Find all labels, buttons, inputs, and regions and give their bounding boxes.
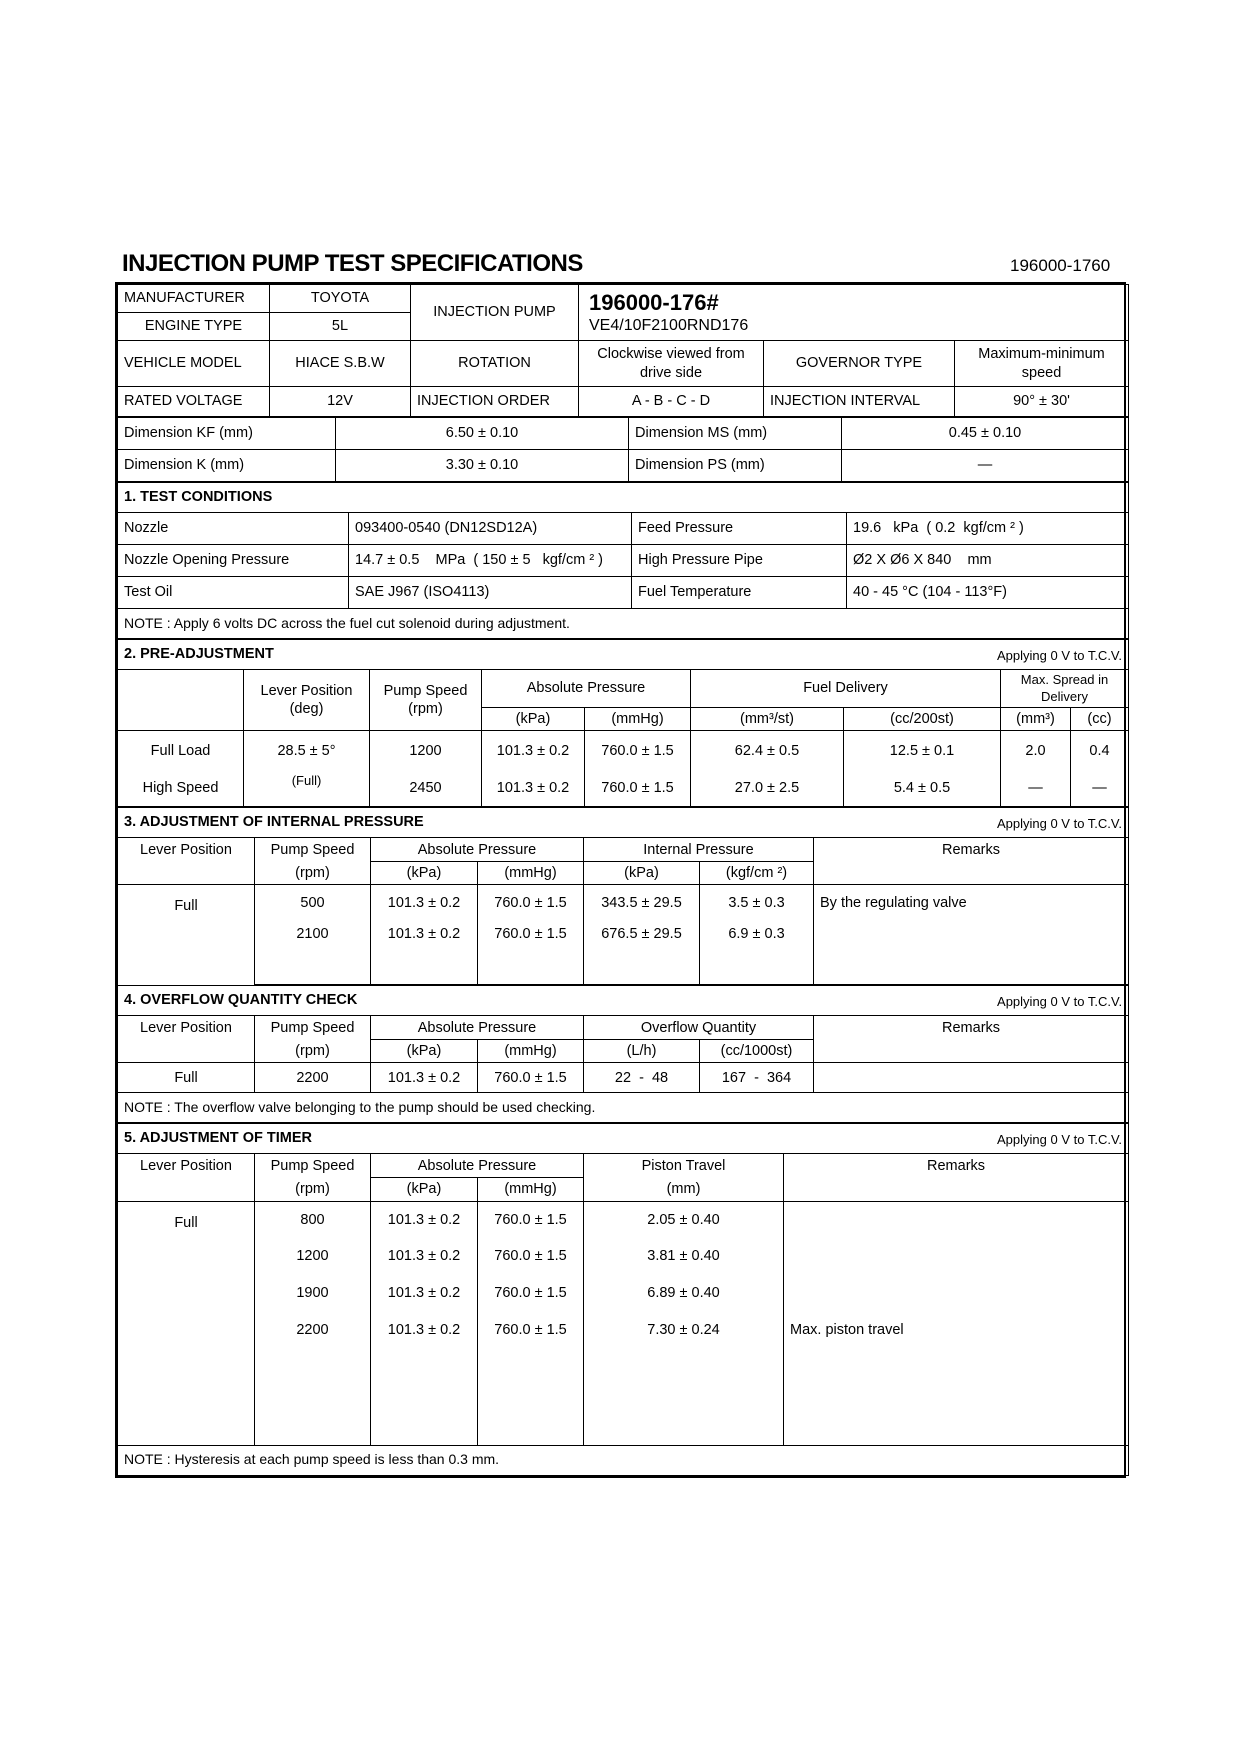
internal-pressure-table xyxy=(117,807,1129,985)
unit-kpa: (kPa) xyxy=(482,708,585,731)
rated-voltage-label: RATED VOLTAGE xyxy=(118,387,270,417)
remarks-value xyxy=(784,1201,1129,1238)
piston-travel-value: 7.30 ± 0.24 xyxy=(584,1312,784,1349)
dimension-ms-value: 0.45 ± 0.10 xyxy=(842,418,1129,450)
spread-mm3-value: — xyxy=(1001,771,1071,807)
piston-travel-value: 3.81 ± 0.40 xyxy=(584,1238,784,1275)
lever-value: Full xyxy=(118,885,255,985)
kpa-value: 101.3 ± 0.2 xyxy=(371,1201,478,1238)
lever-value: (Full) xyxy=(244,771,370,807)
absolute-pressure-header: Absolute Pressure xyxy=(482,670,691,708)
unit-rpm: (rpm) xyxy=(255,1178,371,1201)
mmhg-value: 760.0 ± 1.5 xyxy=(585,771,691,807)
fuel-delivery-header: Fuel Delivery xyxy=(691,670,1001,708)
timer-applying: Applying 0 V to T.C.V. xyxy=(997,1132,1123,1148)
unit-mmhg: (mmHg) xyxy=(478,1178,584,1201)
lever-value: Full xyxy=(118,1063,255,1093)
mmhg-value: 760.0 ± 1.5 xyxy=(478,921,584,985)
feed-pressure-value: 19.6 kPa ( 0.2 kgf/cm ² ) xyxy=(847,513,1129,545)
fuel-temperature-label: Fuel Temperature xyxy=(632,577,847,609)
blank-cell xyxy=(784,1178,1129,1201)
pre-adjustment-header xyxy=(118,640,1129,670)
speed-value: 500 xyxy=(255,885,371,921)
unit-kpa: (kPa) xyxy=(371,862,478,885)
absolute-pressure-header: Absolute Pressure xyxy=(371,1154,584,1178)
overflow-header xyxy=(118,986,1129,1016)
manufacturer-value: TOYOTA xyxy=(270,285,411,313)
speed-value: 1900 xyxy=(255,1275,371,1312)
speed-value: 1200 xyxy=(370,731,482,771)
speed-value: 1200 xyxy=(255,1238,371,1275)
internal-pressure-col-header: Internal Pressure xyxy=(584,838,814,862)
blank-cell xyxy=(118,862,255,885)
remarks-header: Remarks xyxy=(784,1154,1129,1178)
test-conditions-title: 1. TEST CONDITIONS xyxy=(118,483,1129,513)
nozzle-label: Nozzle xyxy=(118,513,349,545)
overflow-title: 4. OVERFLOW QUANTITY CHECK xyxy=(124,992,358,1009)
pump-model: VE4/10F2100RND176 xyxy=(589,317,749,335)
pump-speed-header: Pump Speed xyxy=(255,1016,371,1040)
overflow-applying: Applying 0 V to T.C.V. xyxy=(997,994,1123,1010)
delivery-mm3-value: 62.4 ± 0.5 xyxy=(691,731,844,771)
page-title: INJECTION PUMP TEST SPECIFICATIONS xyxy=(122,250,583,277)
unit-mmhg: (mmHg) xyxy=(478,862,584,885)
nozzle-opening-pressure-label: Nozzle Opening Pressure xyxy=(118,545,349,577)
absolute-pressure-header: Absolute Pressure xyxy=(371,838,584,862)
pump-speed-header: Pump Speed xyxy=(255,1154,371,1178)
blank-cell xyxy=(118,1040,255,1063)
test-conditions-table xyxy=(117,482,1129,639)
feed-pressure-label: Feed Pressure xyxy=(632,513,847,545)
remarks-value xyxy=(784,1238,1129,1275)
test-oil-label: Test Oil xyxy=(118,577,349,609)
lever-position-header: Lever Position xyxy=(118,1154,255,1178)
speed-value: 2100 xyxy=(255,921,371,985)
kpa-value: 101.3 ± 0.2 xyxy=(371,1238,478,1275)
injection-interval-label: INJECTION INTERVAL xyxy=(764,387,955,417)
mmhg-value: 760.0 ± 1.5 xyxy=(478,1063,584,1093)
kpa-value: 101.3 ± 0.2 xyxy=(371,1312,478,1349)
rated-voltage-value: 12V xyxy=(270,387,411,417)
document-number: 196000-1760 xyxy=(1010,256,1111,275)
timer-title: 5. ADJUSTMENT OF TIMER xyxy=(124,1130,312,1147)
injection-interval-value: 90° ± 30' xyxy=(955,387,1129,417)
delivery-mm3-value: 27.0 ± 2.5 xyxy=(691,771,844,807)
dimension-kf-value: 6.50 ± 0.10 xyxy=(336,418,629,450)
remarks-header: Remarks xyxy=(814,838,1129,862)
piston-travel-value: 6.89 ± 0.40 xyxy=(584,1275,784,1312)
remarks-value xyxy=(814,921,1129,985)
mmhg-value: 760.0 ± 1.5 xyxy=(478,1275,584,1312)
unit-cc: (cc) xyxy=(1071,708,1129,731)
pump-number: 196000-176# xyxy=(589,289,719,315)
injection-order-value: A - B - C - D xyxy=(579,387,764,417)
dimensions-table xyxy=(117,417,1129,482)
high-pressure-pipe-label: High Pressure Pipe xyxy=(632,545,847,577)
internal-kgf-value: 3.5 ± 0.3 xyxy=(700,885,814,921)
blank-cell xyxy=(814,862,1129,885)
lever-position-header: Lever Position (deg) xyxy=(244,670,370,731)
remarks-header: Remarks xyxy=(814,1016,1129,1040)
unit-kpa: (kPa) xyxy=(371,1040,478,1063)
kpa-value: 101.3 ± 0.2 xyxy=(371,1063,478,1093)
speed-value: 2200 xyxy=(255,1312,371,1349)
engine-type-value: 5L xyxy=(270,313,411,341)
internal-kpa-value: 343.5 ± 29.5 xyxy=(584,885,700,921)
pre-adjustment-table xyxy=(117,639,1129,807)
governor-type-value: Maximum-minimum speed xyxy=(955,341,1129,387)
nozzle-opening-pressure-value: 14.7 ± 0.5 MPa ( 150 ± 5 kgf/cm ² ) xyxy=(349,545,632,577)
max-spread-header: Max. Spread in Delivery xyxy=(1001,670,1129,708)
internal-pressure-applying: Applying 0 V to T.C.V. xyxy=(996,816,1123,831)
vehicle-model-label: VEHICLE MODEL xyxy=(118,341,270,387)
unit-mm3: (mm³) xyxy=(1001,708,1071,731)
nozzle-value: 093400-0540 (DN12SD12A) xyxy=(349,513,632,545)
pre-adjustment-blank-header xyxy=(118,670,244,731)
injection-pump-label: INJECTION PUMP xyxy=(411,285,579,341)
delivery-cc-value: 5.4 ± 0.5 xyxy=(844,771,1001,807)
dimension-k-label: Dimension K (mm) xyxy=(118,450,336,482)
blank-cell xyxy=(118,1178,255,1201)
kpa-value: 101.3 ± 0.2 xyxy=(371,921,478,985)
delivery-cc-value: 12.5 ± 0.1 xyxy=(844,731,1001,771)
mmhg-value: 760.0 ± 1.5 xyxy=(478,1312,584,1349)
kpa-value: 101.3 ± 0.2 xyxy=(482,771,585,807)
lever-value: 28.5 ± 5° xyxy=(244,731,370,771)
overflow-quantity-header: Overflow Quantity xyxy=(584,1016,814,1040)
pump-id-cell xyxy=(579,285,1129,341)
pump-speed-header: Pump Speed xyxy=(255,838,371,862)
row-name-high-speed: High Speed xyxy=(118,771,244,807)
injection-order-label: INJECTION ORDER xyxy=(411,387,579,417)
internal-pressure-header xyxy=(118,808,1129,838)
mmhg-value: 760.0 ± 1.5 xyxy=(478,1201,584,1238)
governor-type-label: GOVERNOR TYPE xyxy=(764,341,955,387)
piston-travel-value: 2.05 ± 0.40 xyxy=(584,1201,784,1238)
overflow-table xyxy=(117,985,1129,1123)
pump-speed-header: Pump Speed (rpm) xyxy=(370,670,482,731)
dimension-ps-label: Dimension PS (mm) xyxy=(629,450,842,482)
dimension-ps-value: — xyxy=(842,450,1129,482)
remarks-value: Max. piston travel xyxy=(784,1312,1129,1349)
test-oil-value: SAE J967 (ISO4113) xyxy=(349,577,632,609)
row-name-full-load: Full Load xyxy=(118,731,244,771)
blank-cell xyxy=(784,1349,1129,1445)
lever-value: Full xyxy=(118,1201,255,1445)
remarks-value: By the regulating valve xyxy=(814,885,1129,921)
unit-lh: (L/h) xyxy=(584,1040,700,1063)
piston-travel-header: Piston Travel xyxy=(584,1154,784,1178)
lever-position-header: Lever Position xyxy=(118,838,255,862)
mmhg-value: 760.0 ± 1.5 xyxy=(478,1238,584,1275)
engine-type-label: ENGINE TYPE xyxy=(118,313,270,341)
timer-table xyxy=(117,1123,1129,1475)
rotation-value: Clockwise viewed from drive side xyxy=(579,341,764,387)
unit-rpm: (rpm) xyxy=(255,862,371,885)
dimension-ms-label: Dimension MS (mm) xyxy=(629,418,842,450)
header-table xyxy=(117,284,1129,417)
unit-mmhg: (mmHg) xyxy=(478,1040,584,1063)
absolute-pressure-header: Absolute Pressure xyxy=(371,1016,584,1040)
kpa-value: 101.3 ± 0.2 xyxy=(482,731,585,771)
internal-kgf-value: 6.9 ± 0.3 xyxy=(700,921,814,985)
unit-kgf: (kgf/cm ²) xyxy=(700,862,814,885)
dimension-k-value: 3.30 ± 0.10 xyxy=(336,450,629,482)
unit-cc-1000st: (cc/1000st) xyxy=(700,1040,814,1063)
kpa-value: 101.3 ± 0.2 xyxy=(371,1275,478,1312)
unit-rpm: (rpm) xyxy=(255,1040,371,1063)
blank-cell xyxy=(814,1040,1129,1063)
unit-mm3-st: (mm³/st) xyxy=(691,708,844,731)
lever-position-header: Lever Position xyxy=(118,1016,255,1040)
speed-value: 800 xyxy=(255,1201,371,1238)
unit-mmhg: (mmHg) xyxy=(585,708,691,731)
internal-kpa-value: 676.5 ± 29.5 xyxy=(584,921,700,985)
internal-pressure-title: 3. ADJUSTMENT OF INTERNAL PRESSURE xyxy=(124,814,424,830)
manufacturer-label: MANUFACTURER xyxy=(118,285,270,313)
mmhg-value: 760.0 ± 1.5 xyxy=(585,731,691,771)
vehicle-model-value: HIACE S.B.W xyxy=(270,341,411,387)
remarks-value xyxy=(814,1063,1129,1093)
unit-cc-200st: (cc/200st) xyxy=(844,708,1001,731)
overflow-lh-value: 22 - 48 xyxy=(584,1063,700,1093)
timer-header xyxy=(118,1124,1129,1154)
overflow-note: NOTE : The overflow valve belonging to the pump should be used checking. xyxy=(118,1093,1129,1123)
unit-kpa: (kPa) xyxy=(584,862,700,885)
spread-cc-value: 0.4 xyxy=(1071,731,1129,771)
spread-cc-value: — xyxy=(1071,771,1129,807)
remarks-value xyxy=(784,1275,1129,1312)
timer-note: NOTE : Hysteresis at each pump speed is less than 0.3 mm. xyxy=(118,1445,1129,1475)
pre-adjustment-applying: Applying 0 V to T.C.V. xyxy=(997,647,1123,663)
fuel-temperature-value: 40 - 45 °C (104 - 113°F) xyxy=(847,577,1129,609)
unit-kpa: (kPa) xyxy=(371,1178,478,1201)
kpa-value: 101.3 ± 0.2 xyxy=(371,885,478,921)
rotation-label: ROTATION xyxy=(411,341,579,387)
overflow-cc-value: 167 - 364 xyxy=(700,1063,814,1093)
pre-adjustment-title: 2. PRE-ADJUSTMENT xyxy=(124,645,274,662)
blank-cell xyxy=(478,1349,584,1445)
speed-value: 2200 xyxy=(255,1063,371,1093)
blank-cell xyxy=(584,1349,784,1445)
unit-mm: (mm) xyxy=(584,1178,784,1201)
blank-cell xyxy=(255,1349,371,1445)
spec-sheet xyxy=(115,282,1126,1478)
speed-value: 2450 xyxy=(370,771,482,807)
dimension-kf-label: Dimension KF (mm) xyxy=(118,418,336,450)
test-conditions-note: NOTE : Apply 6 volts DC across the fuel cut solenoid during adjustment. xyxy=(118,609,1129,639)
mmhg-value: 760.0 ± 1.5 xyxy=(478,885,584,921)
high-pressure-pipe-value: Ø2 X Ø6 X 840 mm xyxy=(847,545,1129,577)
spread-mm3-value: 2.0 xyxy=(1001,731,1071,771)
blank-cell xyxy=(371,1349,478,1445)
